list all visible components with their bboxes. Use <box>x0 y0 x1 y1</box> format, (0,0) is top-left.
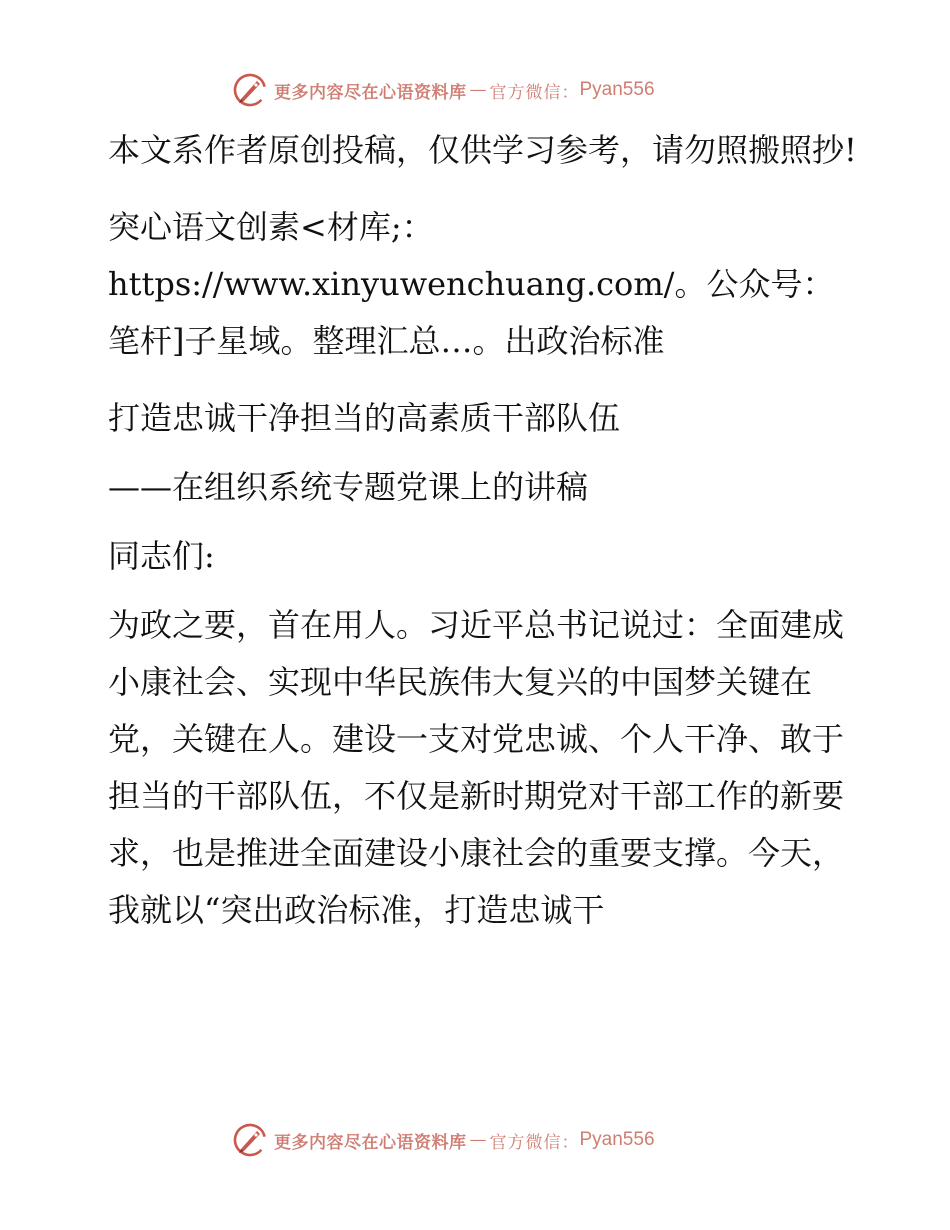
watermark-wechat-id: Pyan556 <box>579 79 655 100</box>
watermark-wechat-id: Pyan556 <box>579 1129 655 1150</box>
pen-logo-icon <box>232 72 268 108</box>
disclaimer-paragraph: 本文系作者原创投稿，仅供学习参考，请勿照搬照抄! <box>108 131 857 169</box>
salutation: 同志们: <box>108 537 215 575</box>
footer-watermark <box>232 1120 752 1160</box>
header-watermark <box>232 70 752 110</box>
pen-logo-icon <box>232 1122 268 1158</box>
watermark-separator: — <box>469 80 487 100</box>
document-body <box>98 122 858 959</box>
document-title: 打造忠诚干净担当的高素质干部队伍 <box>108 399 621 437</box>
document-subtitle: ——在组织系统专题党课上的讲稿 <box>108 468 589 506</box>
watermark-wechat-label: 官方微信： <box>489 82 580 103</box>
watermark-wechat-label: 官方微信： <box>489 1132 580 1153</box>
watermark-text: 更多内容尽在心语资料库 <box>274 82 467 103</box>
watermark-text: 更多内容尽在心语资料库 <box>274 1132 467 1153</box>
watermark-separator: — <box>469 1130 487 1150</box>
body-paragraph: 为政之要，首在用人。习近平总书记说过：全面建成小康社会、实现中华民族伟大复兴的中国梦关键在党，关键在人。建设一支对党忠诚、个人干净、敢于担当的干部队伍，不仅是新时期党对干部工作的新要求，也是推进全面建设小康社会的重要支撑。今天，我就以“突出政治标准，打造忠诚干 <box>108 606 845 929</box>
source-info-paragraph: 突心语文创素<材库;：https://www.xinyuwenchuang.com/。公众号：笔杆]子星域。整理汇总…。出政治标准 <box>108 208 835 360</box>
